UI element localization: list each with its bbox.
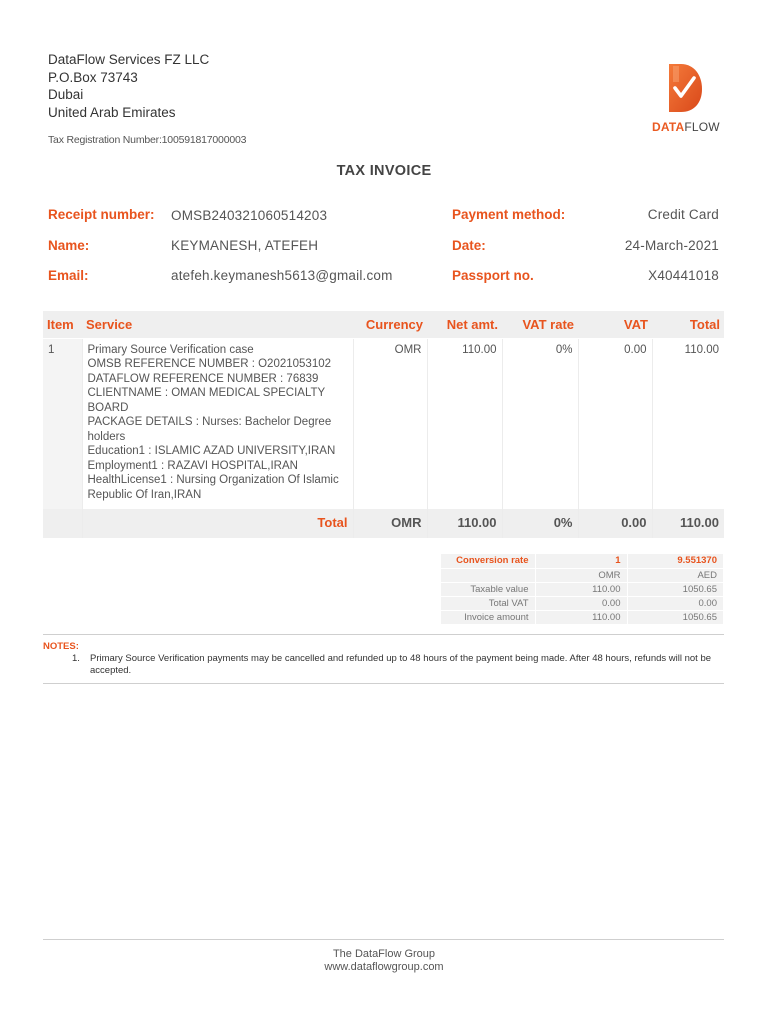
- notes-top-divider: [43, 634, 724, 635]
- conversion-row-omr: 0.00: [535, 597, 627, 611]
- notes-title: NOTES:: [43, 641, 79, 652]
- dataflow-d-checkmark-logo-icon: [667, 62, 703, 114]
- column-header-net-amount: Net amt.: [427, 311, 502, 338]
- conversion-rate-from: 1: [535, 554, 627, 568]
- notes-bottom-divider: [43, 683, 724, 684]
- total-amount: 110.00: [652, 509, 724, 538]
- item-vat-rate: 0%: [502, 338, 578, 509]
- conversion-row-label: Total VAT: [441, 597, 535, 611]
- service-line: PACKAGE DETAILS : Nurses: Bachelor Degree: [87, 416, 332, 428]
- conversion-row-label: Invoice amount: [441, 611, 535, 625]
- note-text: Primary Source Verification payments may be cancelled and refunded up to 48 hours of the payment being made. After 48 hours, refunds will not be accepted.: [90, 653, 712, 676]
- footer-divider: [43, 939, 724, 940]
- document-title: TAX INVOICE: [336, 163, 432, 179]
- item-total: 110.00: [684, 343, 719, 356]
- conversion-row-omr: 110.00: [535, 611, 627, 625]
- currency-omr: OMR: [535, 568, 627, 582]
- conversion-row-aed: 1050.65: [627, 611, 724, 625]
- dataflow-logo: [646, 62, 726, 136]
- column-header-service: Service: [82, 311, 353, 338]
- footer-website: www.dataflowgroup.com: [324, 960, 444, 973]
- service-line: OMSB REFERENCE NUMBER : O2021053102: [87, 358, 332, 370]
- total-row-spacer: [43, 509, 82, 538]
- company-address: [48, 51, 209, 121]
- conversion-rate-to: 9.551370: [627, 554, 724, 568]
- service-line: Republic Of Iran,IRAN: [87, 488, 202, 501]
- item-currency: OMR: [353, 338, 427, 509]
- column-header-item: Item: [43, 311, 82, 338]
- payment-method-value: Credit Card: [647, 207, 719, 222]
- service-line: Education1 : ISLAMIC AZAD UNIVERSITY,IRAN: [87, 445, 336, 457]
- footer: [0, 948, 768, 973]
- service-line: holders: [87, 430, 126, 443]
- email-value: atefeh.keymanesh5613@gmail.com: [171, 268, 393, 283]
- payment-method-label: Payment method:: [452, 207, 566, 222]
- total-vat: 0.00: [578, 509, 652, 538]
- table-row: [43, 338, 724, 509]
- company-po-box: P.O.Box 73743: [48, 69, 138, 85]
- name-value: KEYMANESH, ATEFEH: [171, 238, 319, 253]
- date-label: Date:: [452, 238, 486, 253]
- conversion-row-aed: 0.00: [627, 597, 724, 611]
- service-description: [82, 338, 353, 509]
- service-line: Primary Source Verification case: [87, 343, 254, 356]
- service-line: HealthLicense1 : Nursing Organization Of Islamic: [87, 474, 339, 486]
- item-number: 1: [43, 338, 82, 509]
- table-row: [441, 582, 724, 596]
- conversion-row-aed: 1050.65: [627, 582, 724, 596]
- company-name: DataFlow Services FZ LLC: [48, 52, 210, 67]
- total-currency: OMR: [353, 509, 427, 538]
- table-row: [441, 611, 724, 625]
- logo-word-flow: FLOW: [684, 120, 720, 134]
- total-label: Total: [82, 509, 353, 538]
- logo-wordmark: [652, 120, 720, 134]
- conversion-rate-label: Conversion rate: [441, 554, 535, 568]
- column-header-currency: Currency: [353, 311, 427, 338]
- item-net-amount: 110.00: [427, 338, 502, 509]
- service-line: DATAFLOW REFERENCE NUMBER : 76839: [87, 372, 319, 385]
- items-header-row: [43, 311, 724, 338]
- column-header-vat: VAT: [578, 311, 652, 338]
- service-line: BOARD: [87, 401, 129, 414]
- passport-label: Passport no.: [452, 268, 534, 283]
- conversion-rate-row: [441, 554, 724, 568]
- items-total-row: [43, 509, 724, 538]
- receipt-number-value: OMSB240321060514203: [171, 208, 328, 223]
- tax-registration-number: Tax Registration Number:100591817000003: [48, 134, 247, 146]
- service-line: Employment1 : RAZAVI HOSPITAL,IRAN: [87, 459, 298, 472]
- company-country: United Arab Emirates: [48, 104, 176, 120]
- conversion-row-omr: 110.00: [535, 582, 627, 596]
- total-vat-rate: 0%: [502, 509, 578, 538]
- conversion-blank-cell: [441, 568, 535, 582]
- total-net-amount: 110.00: [427, 509, 502, 538]
- currency-aed: AED: [627, 568, 724, 582]
- date-value: 24-March-2021: [624, 238, 719, 253]
- conversion-table: [441, 554, 724, 625]
- item-vat: 0.00: [578, 338, 652, 509]
- table-row: [441, 597, 724, 611]
- column-header-vat-rate: VAT rate: [502, 311, 578, 338]
- email-label: Email:: [48, 268, 89, 283]
- note-number: 1.: [72, 653, 80, 664]
- company-city: Dubai: [48, 87, 84, 102]
- logo-word-data: DATA: [652, 120, 685, 134]
- column-header-total: Total: [652, 311, 724, 338]
- invoice-items-table: [43, 311, 724, 538]
- receipt-number-label: Receipt number:: [48, 207, 155, 222]
- conversion-currency-row: [441, 568, 724, 582]
- passport-value: X40441018: [648, 268, 719, 283]
- footer-company: The DataFlow Group: [332, 948, 436, 960]
- service-line: CLIENTNAME : OMAN MEDICAL SPECIALTY: [87, 387, 326, 399]
- name-label: Name:: [48, 238, 90, 253]
- conversion-row-label: Taxable value: [441, 582, 535, 596]
